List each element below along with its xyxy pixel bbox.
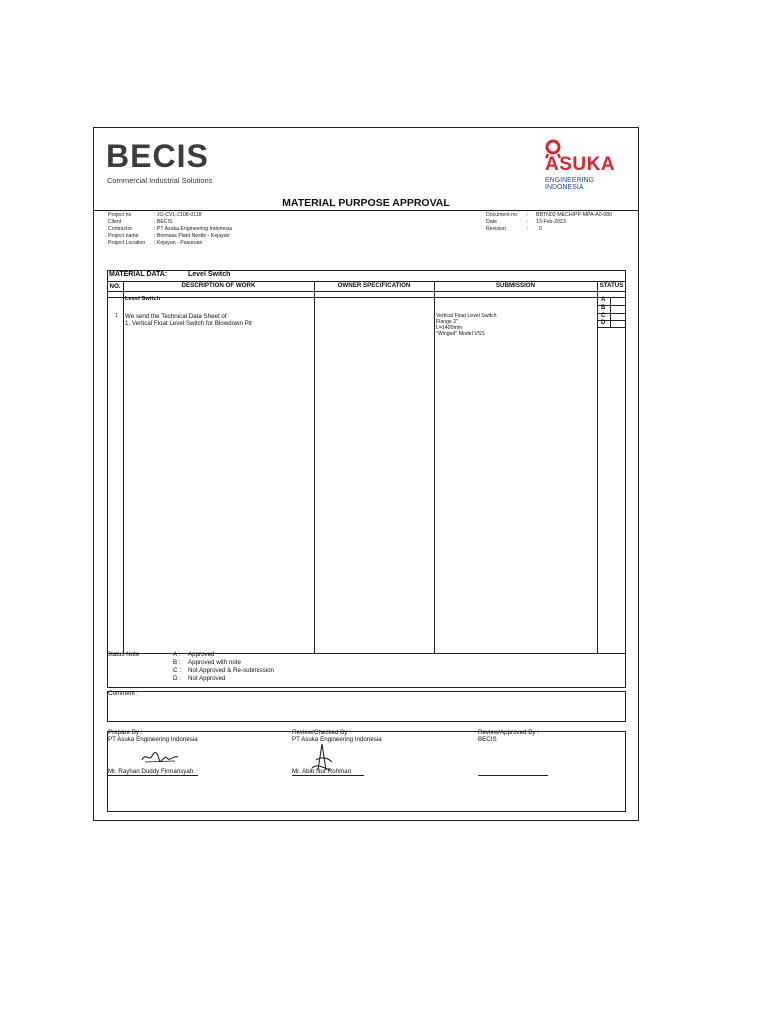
review-by-name: Mr. Abib Nur Rohman: [292, 768, 352, 775]
prepare-by-company: PT Asuka Engineering Indonesia: [108, 736, 198, 743]
document-info-values: [536, 212, 612, 233]
header-status: STATUS: [599, 282, 624, 289]
prepare-signature-icon: [140, 748, 180, 766]
status-code-a: A: [601, 297, 606, 303]
becis-tagline: Commercial Industrial Solutions: [107, 176, 213, 185]
table-header-bottom-line: [107, 291, 626, 292]
asuka-sub-indonesia: INDONESIA: [545, 184, 584, 191]
submission-line: Vertical Float Level Switch: [436, 313, 497, 319]
material-table: [107, 270, 626, 688]
review-signature-line: [292, 775, 364, 776]
status-note-code: A :: [173, 651, 181, 658]
title-divider: [93, 210, 639, 211]
status-note-label: Status Note: [107, 651, 140, 658]
material-data-value: Level Switch: [188, 271, 231, 278]
project-info-label: Client: [108, 218, 122, 225]
section-title: Level Switch: [125, 296, 161, 302]
asuka-logo-text: ASUKA: [545, 154, 616, 175]
table-body-bottom-line: [107, 653, 626, 654]
status-note-text: Not Approved: [188, 675, 226, 682]
project-info-label: Project no: [108, 212, 132, 218]
table-subheader-line: [107, 297, 626, 298]
header-owner-specification: OWNER SPECIFICATION: [337, 282, 411, 289]
review-by-company: PT Asuka Engineering Indonesia: [292, 736, 382, 743]
prepare-signature-line: [108, 775, 198, 776]
status-code-b: B: [601, 305, 606, 311]
project-info-value: : JO-CVL-2108-0118: [154, 212, 202, 218]
review-by-title: Review/Checked By :: [292, 729, 351, 736]
project-info-label: Project name: [108, 232, 139, 239]
status-note-text: Approved: [188, 651, 215, 658]
project-info-value: : BECIS: [154, 218, 173, 225]
column-divider: [314, 281, 315, 653]
prepare-by-name: Mr. Rayhan Duddy Firmansyah: [108, 768, 194, 775]
header-submission: SUBMISSION: [495, 282, 536, 289]
status-code-c: C: [601, 313, 606, 319]
column-divider: [434, 281, 435, 653]
description-line: 1. Vertical Float Level Switch for Blowdown Pit: [125, 320, 252, 327]
status-note-text: Not Approved & Re-submission: [188, 667, 274, 674]
approve-signature-line: [478, 775, 548, 776]
document-info-value: 0: [539, 225, 542, 232]
column-divider: [123, 281, 124, 653]
document-info-colons: : : :: [527, 212, 529, 232]
status-note-code: D :: [173, 675, 181, 682]
document-info-labels: [486, 212, 517, 233]
becis-logo: BECIS: [106, 138, 209, 174]
approve-by-company: BECIS: [478, 736, 497, 743]
document-info-value: 13-Feb-2023: [536, 218, 566, 225]
project-info-values: [154, 212, 232, 247]
comment-label: Comment :: [108, 690, 139, 697]
status-code-d: D: [601, 320, 606, 326]
status-note-code: C :: [173, 667, 181, 674]
page-title: MATERIAL PURPOSE APPROVAL: [282, 197, 450, 209]
review-signature-icon: [306, 740, 336, 774]
submission-line: L=1400mm: [436, 325, 463, 331]
submission-line: Flange 2": [436, 319, 459, 325]
column-divider: [597, 281, 598, 653]
submission-line: "Winged" Model VSS: [436, 331, 485, 337]
status-note-text: Approved with note: [188, 659, 241, 666]
description-line: We send the Technical Data Sheet of: [125, 313, 227, 320]
status-note-code: B :: [173, 659, 181, 666]
header-no: NO.: [109, 283, 121, 290]
document-info-label: Document no: [486, 212, 517, 218]
document-info-label: Date: [486, 218, 497, 225]
asuka-sub-engineering: ENGINEERING: [545, 177, 595, 184]
approve-by-title: Review/Approved By :: [478, 729, 539, 736]
prepare-by-title: Prepare By :: [108, 729, 143, 736]
project-info-labels: [108, 212, 145, 247]
row-number: 1: [115, 313, 119, 319]
comment-box[interactable]: [107, 691, 626, 722]
project-info-value: : Biomass Plant Nestle - Kejayan: [154, 232, 230, 239]
project-info-value: : Kejayan - Pasuruan: [154, 239, 203, 246]
project-info-value: : PT Asuka Engineering Indonesia: [154, 225, 233, 232]
project-info-label: Project Location: [108, 239, 146, 246]
document-info-label: Revision: [486, 225, 506, 232]
project-info-label: Contractor: [108, 225, 133, 232]
header-description: DESCRIPTION OF WORK: [181, 282, 256, 289]
document-info-value: BBTN02-MECH/PP-MPA-A0-080: [536, 212, 613, 218]
material-data-label: MATERIAL DATA:: [109, 271, 168, 278]
